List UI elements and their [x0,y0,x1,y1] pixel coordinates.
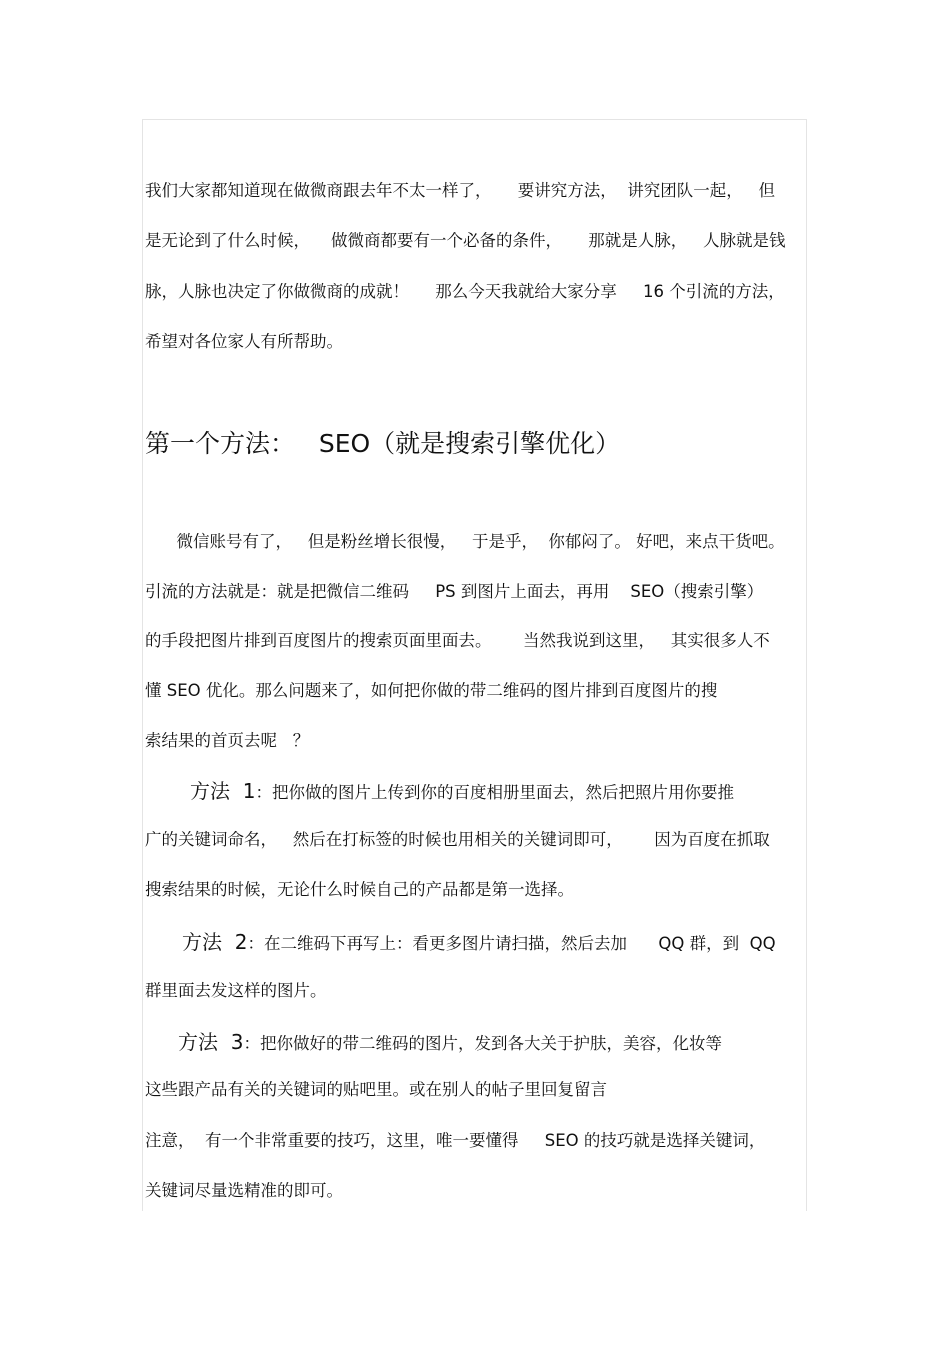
intro-line: 脉，人脉也决定了你做微商的成就！ 那么今天我就给大家分享 16 个引流的方法， [145,282,785,301]
paragraph-line: 懂 SEO 优化。那么问题来了，如何把你做的带二维码的图片排到百度图片的搜 [145,681,718,700]
method-line: 搜索结果的时候，无论什么时候自己的产品都是第一选择。 [145,880,574,899]
method-line: 注意， 有一个非常重要的技巧，这里，唯一要懂得 SEO 的技巧就是选择关键词， [145,1131,766,1150]
intro-line: 我们大家都知道现在做微商跟去年不太一样了， 要讲究方法， 讲究团队一起， 但 [145,181,775,200]
page-frame-left [142,119,143,1211]
method-text: ：把你做好的带二维码的图片，发到各大关于护肤，美容，化妆等 [243,1034,722,1053]
intro-line: 是无论到了什么时候， 做微商都要有一个必备的条件， 那就是人脉， 人脉就是钱 [145,231,786,250]
intro-line: 希望对各位家人有所帮助。 [145,332,343,351]
method-label: 方法 2 [182,930,248,954]
method-first-line [178,1031,722,1055]
method-text: ：把你做的图片上传到你的百度相册里面去，然后把照片用你要推 [255,783,734,802]
method-line: 群里面去发这样的图片。 [145,981,327,1000]
paragraph-line: 引流的方法就是：就是把微信二维码 PS 到图片上面去，再用 SEO（搜索引擎） [145,582,764,601]
method-label: 方法 3 [178,1030,244,1054]
method-first-line [190,780,734,804]
paragraph-line: 微信账号有了， 但是粉丝增长很慢， 于是乎， 你郁闷了。 好吧，来点干货吧。 [145,532,785,551]
method-line: 广的关键词命名， 然后在打标签的时候也用相关的关键词即可， 因为百度在抓取 [145,830,770,849]
section-heading: 第一个方法： SEO（就是搜索引擎优化） [145,429,621,458]
method-first-line [182,931,776,955]
method-text: ：在二维码下再写上：看更多图片请扫描，然后去加 QQ 群，到 QQ [247,934,776,953]
method-label: 方法 1 [190,779,256,803]
method-line: 关键词尽量选精准的即可。 [145,1181,343,1200]
method-line: 这些跟产品有关的关键词的贴吧里。或在别人的帖子里回复留言 [145,1080,607,1099]
page-frame-right [806,119,807,1211]
page-frame-top [142,119,806,120]
paragraph-line: 索结果的首页去呢 ？ [145,731,310,750]
paragraph-line: 的手段把图片排到百度图片的搜索页面里面去。 当然我说到这里， 其实很多人不 [145,631,770,650]
